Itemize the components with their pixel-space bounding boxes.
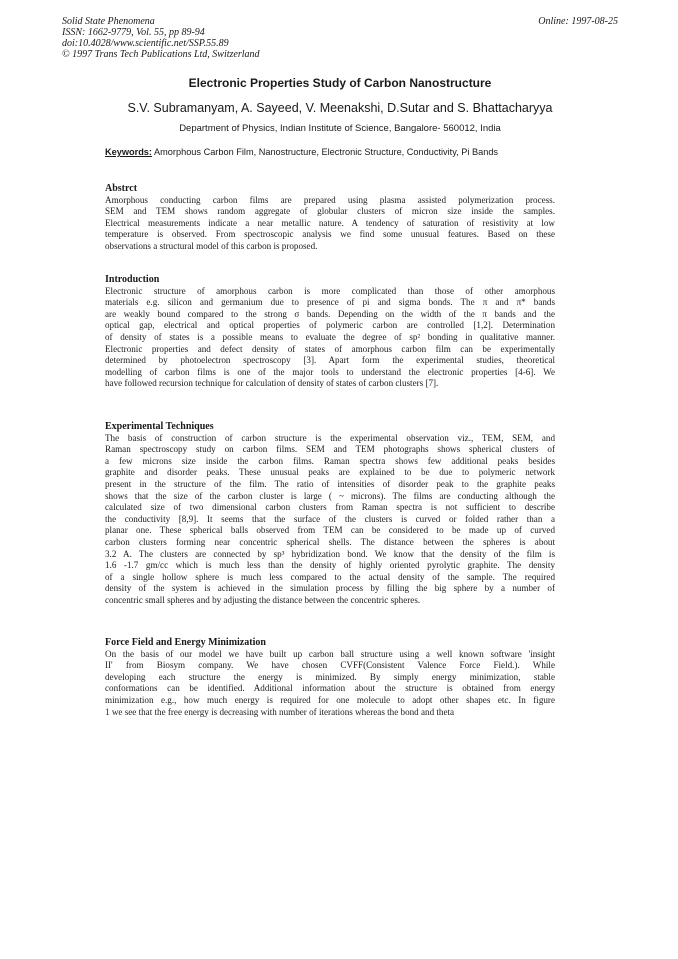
text-line: calculated size of two dimensional carbon clusters from Raman spectra is not sufficient to describe xyxy=(105,502,555,513)
section-introduction xyxy=(105,274,555,390)
keywords-label: Keywords: xyxy=(105,147,152,157)
text-line: On the basis of our model we have built up carbon ball structure using a well known software 'insight xyxy=(105,648,555,659)
text-line: have followed recursion technique for calculation of density of states of carbon clusters [7]. xyxy=(105,378,439,389)
author-list: S.V. Subramanyam, A. Sayeed, V. Meenakshi, D.Sutar and S. Bhattacharyya xyxy=(127,101,553,115)
section-experimental xyxy=(105,421,555,607)
introduction-heading: Introduction xyxy=(105,274,160,285)
keywords xyxy=(105,146,575,158)
text-line: temperature is observed. From spectroscopic analysis we find some unusual features. Based on these xyxy=(105,229,555,240)
text-line: SEM and TEM shows random aggregate of globular clusters of micron size inside the samples. xyxy=(105,206,555,217)
copyright-line: © 1997 Trans Tech Publications Ltd, Switzerland xyxy=(62,49,260,60)
text-line: Raman spectroscopy study on carbon films. SEM and TEM photographs shows spherical clusters of xyxy=(105,444,555,455)
keywords-text: Amorphous Carbon Film, Nanostructure, Electronic Structure, Conductivity, Pi Bands xyxy=(151,147,499,157)
section-abstract xyxy=(105,183,555,253)
text-line: optical gap, electrical and optical properties of polymeric carbon are controlled [1,2]. Determination xyxy=(105,320,555,331)
force-field-heading: Force Field and Energy Minimization xyxy=(105,637,266,648)
text-line: Amorphous conducting carbon films are prepared using plasma assisted polymerization process. xyxy=(105,194,555,205)
force-field-body xyxy=(105,649,555,719)
text-line: minimization e.g., how much energy is required for one molecule to adopt other shapes etc. In figure xyxy=(105,694,555,705)
text-line: 3.2 A. The clusters are connected by sp³ hybridization bond. We know that the density of the film is xyxy=(105,548,555,559)
text-line: Electronic structure of amorphous carbon is more complicated than those of other amorphous xyxy=(105,285,555,296)
text-line: a few microns size inside the carbon films. Raman spectra shows few additional peaks besides xyxy=(105,455,555,466)
text-line: are weakly bound compared to the strong σ bands. Depending on the width of the π bands and the xyxy=(105,308,555,319)
text-line: present in the structure of the film. The ratio of intensities of disorder peak to the graphite peaks xyxy=(105,478,555,489)
introduction-body xyxy=(105,286,555,390)
text-line: planar one. These spherical balls observed from TEM can be considered to be made up of curved xyxy=(105,525,555,536)
text-line: of a single hollow sphere is much less compared to the actual density of the sample. The required xyxy=(105,571,555,582)
text-line: shows that the size of the carbon cluster is large ( ~ microns). The films are conducting although the xyxy=(105,490,555,501)
experimental-body xyxy=(105,433,555,607)
text-line: The basis of construction of carbon structure is the experimental observation viz., TEM, SEM, and xyxy=(105,432,555,443)
page-header xyxy=(62,16,618,60)
abstract-body xyxy=(105,195,555,253)
section-force-field xyxy=(105,637,555,718)
journal-name: Solid State Phenomena xyxy=(62,16,155,27)
text-line: concentric small spheres and by adjusting the distance between the concentric spheres. xyxy=(105,594,421,605)
text-line: graphite and disorder peaks. These unusual peaks are explained to be due to polymeric network xyxy=(105,467,555,478)
text-line: density of the system is achieved in the simulation process by filling the big sphere by a number of xyxy=(105,583,555,594)
abstract-heading: Abstrct xyxy=(105,183,138,194)
journal-info xyxy=(62,16,618,60)
text-line: modelling of carbon films is one of the major tools to understand the electronic properties [4-6]. We xyxy=(105,366,555,377)
text-line: the conductivity [8,9]. It seems that the surface of the clusters is curved or folded rather than a xyxy=(105,513,555,524)
experimental-heading: Experimental Techniques xyxy=(105,421,214,432)
paper-title: Electronic Properties Study of Carbon Nanostructure xyxy=(188,76,492,90)
text-line: of density of states is a possible means to evaluate the degree of sp² bonding in qualitative manner. xyxy=(105,331,555,342)
affiliation: Department of Physics, Indian Institute of Science, Bangalore- 560012, India xyxy=(179,123,501,134)
text-line: Electrical measurements indicate a near metallic nature. A tendency of saturation of resistivity at low xyxy=(105,217,555,228)
text-line: determined by photoelectron spectroscopy [3]. Apart form the experimental studies, theoretical xyxy=(105,355,555,366)
text-line: observations a structural model of this carbon is proposed. xyxy=(105,240,318,251)
text-line: developing each structure the energy is minimized. By simply energy minimization, stable xyxy=(105,671,555,682)
text-line: conformations can be identified. Additional information about the structure is obtained from energy xyxy=(105,683,555,694)
text-line: 1 we see that the free energy is decreasing with number of iterations whereas the bond and theta xyxy=(105,706,455,717)
issn-line: ISSN: 1662-9779, Vol. 55, pp 89-94 xyxy=(62,27,205,38)
text-line: II' from Biosym company. We have chosen CVFF(Consistent Valence Force Field.). While xyxy=(105,660,555,671)
text-line: materials e.g. silicon and germanium due to presence of pi and sigma bonds. The π and π* bands xyxy=(105,297,555,308)
doi-line: doi:10.4028/www.scientific.net/SSP.55.89 xyxy=(62,38,229,49)
online-date: Online: 1997-08-25 xyxy=(538,16,618,27)
text-line: carbon clusters forming near concentric spherical shells. The distance between the spheres is about xyxy=(105,536,555,547)
text-line: 1.6 -1.7 gm/cc which is much less than the density of highly oriented pyrolytic graphite. The density xyxy=(105,560,555,571)
text-line: Electronic properties and defect density of states of amorphous carbon film can be experimentally xyxy=(105,343,555,354)
